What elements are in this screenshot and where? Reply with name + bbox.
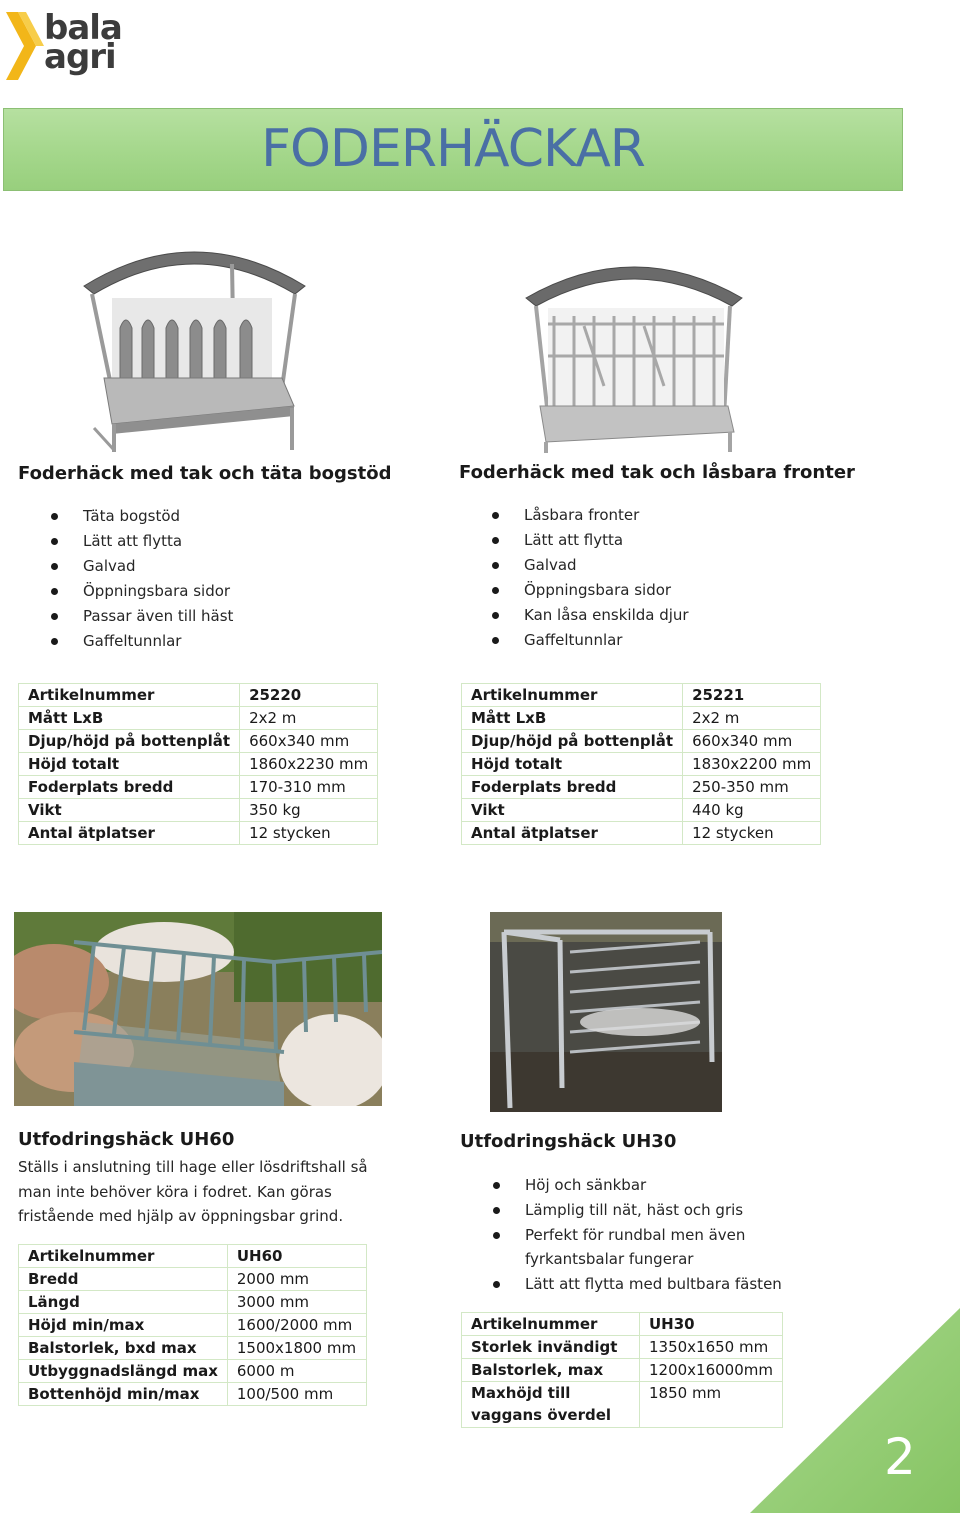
- feature-item: Gaffeltunnlar: [459, 628, 689, 653]
- feature-item: Galvad: [18, 554, 233, 579]
- spec-value: 2x2 m: [240, 707, 378, 730]
- logo-line-1: bala: [44, 8, 122, 48]
- title-banner: [3, 108, 903, 191]
- table-row: [462, 1382, 783, 1428]
- spec-key: Antal ätplatser: [19, 822, 240, 845]
- spec-key: Höjd min/max: [19, 1314, 228, 1337]
- table-row: [462, 1313, 783, 1336]
- feature-item: Gaffeltunnlar: [18, 629, 233, 654]
- spec-key: Balstorlek, bxd max: [19, 1337, 228, 1360]
- table-row: [19, 799, 378, 822]
- spec-value: 100/500 mm: [227, 1383, 366, 1406]
- table-row: [19, 707, 378, 730]
- bala-agri-logo: [4, 8, 144, 83]
- spec-table-25221: [461, 683, 821, 845]
- spec-value: 170-310 mm: [240, 776, 378, 799]
- product-title-uh60: Utfodringshäck UH60: [18, 1129, 235, 1150]
- product-title-uh30: Utfodringshäck UH30: [460, 1131, 677, 1152]
- table-row: [19, 1360, 367, 1383]
- spec-value: 6000 m: [227, 1360, 366, 1383]
- spec-value: 250-350 mm: [683, 776, 821, 799]
- product-photo-uh60: [14, 912, 382, 1106]
- spec-key: Mått LxB: [462, 707, 683, 730]
- feature-item: Öppningsbara sidor: [459, 578, 689, 603]
- product-photo-25220: [82, 228, 307, 454]
- table-row: [462, 799, 821, 822]
- spec-value: 350 kg: [240, 799, 378, 822]
- page-number: 2: [884, 1428, 916, 1486]
- feature-list-25220: [18, 504, 233, 654]
- logo-line-2: agri: [44, 37, 116, 77]
- feature-list-uh30: [460, 1173, 790, 1297]
- spec-value: 3000 mm: [227, 1291, 366, 1314]
- spec-value: 660x340 mm: [240, 730, 378, 753]
- product-title-25221: Foderhäck med tak och låsbara fronter: [459, 462, 855, 483]
- table-row: [462, 753, 821, 776]
- spec-value: 1350x1650 mm: [640, 1336, 783, 1359]
- table-row: [19, 730, 378, 753]
- spec-value: 1600/2000 mm: [227, 1314, 366, 1337]
- spec-key: Balstorlek, max: [462, 1359, 640, 1382]
- table-row: [19, 684, 378, 707]
- spec-value: 1500x1800 mm: [227, 1337, 366, 1360]
- spec-key: Bottenhöjd min/max: [19, 1383, 228, 1406]
- spec-value: 12 stycken: [683, 822, 821, 845]
- spec-value: 2000 mm: [227, 1268, 366, 1291]
- spec-table-uh30: [461, 1312, 783, 1428]
- spec-value: 12 stycken: [240, 822, 378, 845]
- feature-item: Lämplig till nät, häst och gris: [460, 1198, 790, 1223]
- feature-item: Galvad: [459, 553, 689, 578]
- spec-key: Artikelnummer: [19, 684, 240, 707]
- spec-value: 1200x16000mm: [640, 1359, 783, 1382]
- table-row: [462, 1336, 783, 1359]
- spec-value: 25220: [240, 684, 378, 707]
- spec-value: 1830x2200 mm: [683, 753, 821, 776]
- spec-key: Djup/höjd på bottenplåt: [19, 730, 240, 753]
- table-row: [462, 707, 821, 730]
- spec-value: 1860x2230 mm: [240, 753, 378, 776]
- logo-chevron-icon: [4, 8, 44, 83]
- spec-key: Utbyggnadslängd max: [19, 1360, 228, 1383]
- table-row: [462, 822, 821, 845]
- spec-key: Vikt: [19, 799, 240, 822]
- spec-key: Artikelnummer: [462, 684, 683, 707]
- spec-value: 660x340 mm: [683, 730, 821, 753]
- spec-key: Artikelnummer: [462, 1313, 640, 1336]
- spec-key: Storlek invändigt: [462, 1336, 640, 1359]
- feature-item: Öppningsbara sidor: [18, 579, 233, 604]
- feature-item: Låsbara fronter: [459, 503, 689, 528]
- table-row: [19, 1268, 367, 1291]
- table-row: [19, 1291, 367, 1314]
- table-row: [19, 1337, 367, 1360]
- table-row: [462, 730, 821, 753]
- table-row: [462, 776, 821, 799]
- feature-item: Höj och sänkbar: [460, 1173, 790, 1198]
- table-row: [462, 684, 821, 707]
- spec-value: 440 kg: [683, 799, 821, 822]
- spec-value: 1850 mm: [640, 1382, 783, 1428]
- table-row: [19, 753, 378, 776]
- spec-value: UH30: [640, 1313, 783, 1336]
- table-row: [462, 1359, 783, 1382]
- table-row: [19, 1314, 367, 1337]
- spec-key: Höjd totalt: [462, 753, 683, 776]
- feature-item: Perfekt för rundbal men även fyrkantsbalar fungerar: [460, 1223, 790, 1272]
- spec-key: Höjd totalt: [19, 753, 240, 776]
- feature-item: Lätt att flytta: [459, 528, 689, 553]
- spec-value: 2x2 m: [683, 707, 821, 730]
- product-title-25220: Foderhäck med tak och täta bogstöd: [18, 463, 392, 484]
- spec-key: Foderplats bredd: [19, 776, 240, 799]
- spec-value: UH60: [227, 1245, 366, 1268]
- feature-item: Lätt att flytta med bultbara fästen: [460, 1272, 790, 1297]
- table-row: [19, 776, 378, 799]
- spec-key: Artikelnummer: [19, 1245, 228, 1268]
- spec-key: Bredd: [19, 1268, 228, 1291]
- spec-table-25220: [18, 683, 378, 845]
- feature-item: Passar även till häst: [18, 604, 233, 629]
- table-row: [19, 822, 378, 845]
- table-row: [19, 1383, 367, 1406]
- corner-triangle-decoration: [750, 1308, 960, 1513]
- spec-key: Foderplats bredd: [462, 776, 683, 799]
- logo-wordmark: [44, 8, 122, 77]
- feature-list-25221: [459, 503, 689, 653]
- spec-key: Vikt: [462, 799, 683, 822]
- product-photo-uh30: [490, 912, 722, 1112]
- feature-item: Täta bogstöd: [18, 504, 233, 529]
- product-photo-25221: [524, 246, 744, 454]
- product-description-uh60: Ställs i anslutning till hage eller lösdriftshall så man inte behöver köra i fodret. Kan göras fristående med hjälp av öppningsbar grind.: [18, 1158, 368, 1225]
- spec-table-uh60: [18, 1244, 367, 1406]
- feature-item: Kan låsa enskilda djur: [459, 603, 689, 628]
- spec-key: Maxhöjd till vaggans överdel: [462, 1382, 640, 1428]
- page-title: FODERHÄCKAR: [261, 119, 645, 179]
- spec-key: Antal ätplatser: [462, 822, 683, 845]
- feature-item: Lätt att flytta: [18, 529, 233, 554]
- spec-key: Längd: [19, 1291, 228, 1314]
- spec-key: Mått LxB: [19, 707, 240, 730]
- spec-value: 25221: [683, 684, 821, 707]
- table-row: [19, 1245, 367, 1268]
- spec-key: Djup/höjd på bottenplåt: [462, 730, 683, 753]
